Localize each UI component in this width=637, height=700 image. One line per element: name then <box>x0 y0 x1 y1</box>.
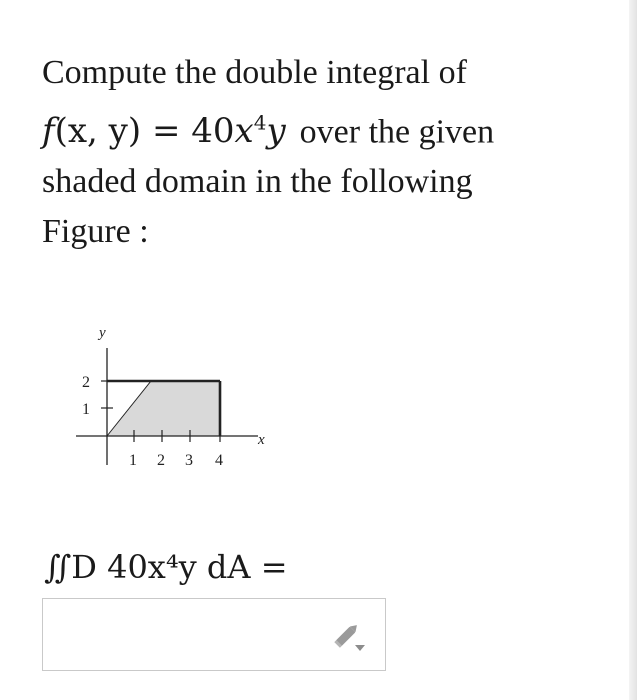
exponent: 4 <box>253 111 267 135</box>
domain-figure <box>70 320 280 480</box>
question-text <box>42 48 542 257</box>
x-tick-label-4: 4 <box>215 452 223 469</box>
y-tick-label-1: 1 <box>82 401 90 418</box>
coefficient: 40 <box>191 111 235 152</box>
y-tick-label-2: 2 <box>82 374 90 391</box>
function-args: (x, y) <box>54 111 142 152</box>
function-expression <box>42 111 286 151</box>
x-tick-label-2: 2 <box>157 452 165 469</box>
x-axis-label: x <box>258 432 265 448</box>
question-line-4: Figure : <box>42 213 149 251</box>
variable-y: y <box>266 111 286 152</box>
question-line-3: shaded domain in the following <box>42 163 473 201</box>
question-line-1: Compute the double integral of <box>42 54 467 91</box>
shaded-domain <box>107 381 220 436</box>
question-line-2-suffix: over the given <box>299 113 495 151</box>
question-line-2 <box>42 98 542 157</box>
variable-x: x <box>234 111 254 152</box>
integral-prompt: ∬D 40x⁴y dA = <box>44 548 288 586</box>
y-axis-label: y <box>99 325 106 341</box>
page-edge <box>629 0 637 700</box>
x-tick-label-3: 3 <box>185 452 193 469</box>
answer-input[interactable] <box>42 598 386 671</box>
function-name: f <box>42 111 55 152</box>
pencil-edit-icon[interactable] <box>333 621 367 653</box>
equals-sign: = <box>151 111 181 152</box>
x-tick-label-1: 1 <box>129 452 137 469</box>
